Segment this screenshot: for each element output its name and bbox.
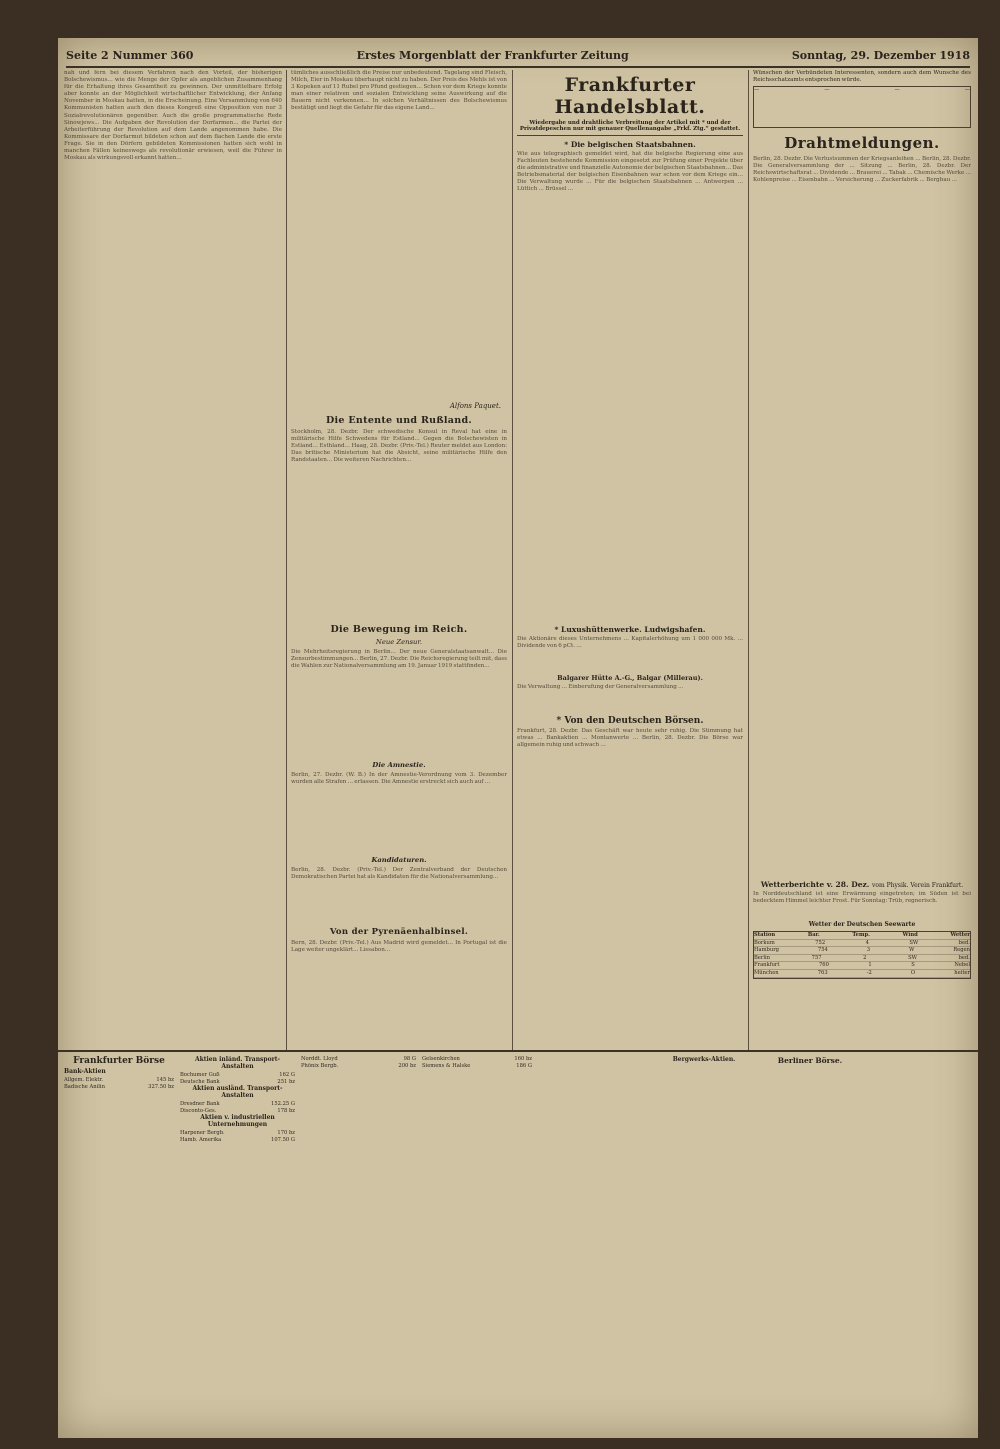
weather-cell: Regen: [953, 947, 970, 954]
weather-cell: W: [908, 947, 915, 954]
stock-row: [180, 1072, 295, 1079]
luxushuetten-article-text: Die Aktionäre dieses Unternehmens ... Kapitalerhöhung um 1 000 000 Mk. ... Dividende von 6 pCt. ...: [517, 636, 743, 650]
stock-row: [422, 1056, 532, 1063]
seewarte-title: Wetter der Deutschen Seewarte: [808, 921, 916, 928]
drahtmeldungen-text: Berlin, 28. Dezbr. Die Verlustsummen der Kriegsanleihen ... Berlin, 28. Dezbr. Die Generalversammlung der ... Sitzung ... Berlin, 28. Dezbr. Der Reichswirtschaftsrat ... Dividende ... Brauerei ... Tabak ... Chemische Werke ... Kohlenpreise ... Eisenbahn ... Versicherung ... Zuckerfabrik ... Bergbau ...: [753, 156, 971, 184]
weather-cell: Hamburg: [754, 947, 779, 954]
wetterberichte-heading: Wetterberichte v. 28. Dez. vom Physik. Verein Frankfurt.: [760, 880, 964, 889]
section-bank-aktien: Bank-Aktien: [64, 1068, 106, 1075]
author-signature: Alfons Paquet.: [449, 402, 501, 410]
stock-price: 170 bz: [277, 1130, 295, 1137]
boerse-table-2: [180, 1056, 295, 1432]
stock-name: Allgem. Elektr.: [64, 1077, 103, 1083]
stock-name: Siemens & Halske: [422, 1062, 471, 1069]
column-divider: [286, 70, 287, 1050]
weather-cell: Temp.: [852, 932, 870, 938]
stock-price: 251 bz: [277, 1078, 295, 1085]
weather-row: [754, 962, 970, 970]
stock-price: 107.50 G: [271, 1136, 295, 1143]
boerse-rows: [180, 1130, 295, 1143]
boerse-table-5: [538, 1056, 648, 1432]
masthead: [66, 44, 970, 68]
weather-row: [754, 970, 970, 978]
heading-luxushuettenwerke: * Luxushüttenwerke. Ludwigshafen.: [554, 625, 706, 634]
newspaper-page: [58, 38, 978, 1438]
subheading-amnestie: Die Amnestie.: [372, 761, 426, 769]
column-1-text: nah und fern bei diesem Verfahren nach den Vorteil, der bisherigen Bolschewismus... wie die Menge der Opfer als angeblichen Zusammenhang für die Erhaltung ihres Gesamtheit zu gewinnen. Der unmittelbare Erfolg aber konnte an der Möglichkeit wirtschaftlicher Entwicklung, der Anfang November in Moskau hatten, in die Erscheinung. Eine Versammlung von 640 Kommunisten hatten auch den dieses Kongreß eine Opposition von nur 3 Sozialrevolutionären gegenüber. Auch die große programmatische Rede Sinowjews... Die Aufgaben der Revolution der Dorfarmen... die Partei der Arbeiterführung der Revolution auf dem Lande angenommen habe. Die Kommissare der Dorfarmut bildeten schon auf dem flachen Lande die erste Frage. Sie in den Dörfern gebildeten Kommissionen hatten sich wohl in manchen Fällen keineswegs als revolutionär erwiesen, weil die Führer in Moskau als wirkungsvoll erkannt hatten...: [64, 70, 282, 162]
weather-cell: heiter: [954, 969, 970, 976]
stock-row: [301, 1063, 416, 1070]
boerse-table-6: [654, 1056, 754, 1432]
kandidaturen-article-text: Berlin, 28. Dezbr. (Priv.-Tel.) Der Zentralverband der Deutschen Demokratischen Partei hat als Kandidaten für die Nationalversammlung...: [291, 867, 507, 881]
drahtmeldungen-title: Drahtmeldungen.: [784, 134, 940, 152]
stock-price: 160 bz: [514, 1056, 532, 1062]
stock-price: 200 bz: [398, 1062, 416, 1069]
weather-cell: Berlin: [754, 954, 771, 961]
weather-cell: Nebel: [954, 962, 970, 969]
column-4-topline: Wünschen der Verbündeten Interessenten, sondern auch dem Wunsche des Reichsschatzamts entsprochen würde.: [753, 70, 971, 84]
boerse-rows: [422, 1056, 532, 1069]
weather-cell: Wetter: [950, 932, 970, 938]
subheading-kandidaturen: Kandidaturen.: [371, 856, 427, 864]
issue-date: Sonntag, 29. Dezember 1918: [791, 48, 970, 62]
boerse-rows: [180, 1072, 295, 1085]
stock-row: [180, 1137, 295, 1144]
boerse-table-3: [301, 1056, 416, 1432]
berliner-boerse-title: Berliner Börse.: [777, 1056, 843, 1065]
weather-cell: Bar.: [807, 932, 820, 938]
weather-header-row: [754, 932, 970, 940]
stock-name: Harpener Bergb.: [180, 1130, 225, 1137]
stock-name: Bochumer Guß: [180, 1072, 220, 1078]
stock-name: Phönix Bergb.: [301, 1062, 339, 1069]
pyrenaeen-article-text: Bern, 28. Dezbr. (Priv.-Tel.) Aus Madrid wird gemeldet... In Portugal ist die Lage weiter ungeklärt... Lissabon...: [291, 940, 507, 954]
stock-name: Disconto-Ges.: [180, 1107, 217, 1114]
handelsblatt-title: Frankfurter Handelsblatt.: [554, 74, 706, 118]
weather-cell: Borkum: [754, 939, 775, 946]
stock-row: [64, 1077, 174, 1084]
weather-cell: -2: [866, 969, 872, 976]
stock-row: [64, 1084, 174, 1091]
heading-entente-russland: Die Entente und Rußland.: [325, 415, 473, 426]
small-price-table: — — — —: [753, 86, 971, 128]
weather-row: [754, 947, 970, 955]
weather-cell: 4: [865, 939, 869, 946]
heading-deutsche-boersen: * Von den Deutschen Börsen.: [556, 716, 704, 726]
handelsblatt-subtitle: Wiedergabe und drahtliche Verbreitung der Artikel mit * und der Privatdepeschen nur mit genauer Quellenangabe „Frkf. Ztg.“ gestattet.: [519, 120, 741, 132]
newspaper-title: Erstes Morgenblatt der Frankfurter Zeitung: [356, 48, 629, 62]
column-divider: [748, 70, 749, 1050]
stock-price: 178 bz: [277, 1107, 295, 1114]
heading-balgarer-huette: Balgarer Hütte A.-G., Balgar (Millerau).: [557, 674, 703, 682]
section-bergwerk: Bergwerks-Aktien.: [672, 1056, 736, 1063]
weather-cell: 760: [819, 962, 829, 969]
stock-price: 145 bz: [156, 1077, 174, 1083]
stock-price: 152.25 G: [271, 1101, 295, 1108]
stock-row: [422, 1063, 532, 1070]
staatsbahnen-article-text: Wie aus telegraphisch gemeldet wird, hat die belgische Regierung eine aus Fachleuten bestehende Kommission eingesetzt zur Prüfung einer Projekte über die administrative und finanzielle Autonomie der belgischen Staatsbahnen... Das Betriebsmaterial der belgischen Eisenbahnen war schon vor dem Kriege ein... Die Verwaltung wurde ... Für die belgischen Staatsbahnen ... Antwerpen ... Lüttich ... Brüssel ...: [517, 151, 743, 193]
boerse-table-4: [422, 1056, 532, 1432]
weather-table: [753, 931, 971, 979]
stock-price: 162 G: [279, 1072, 295, 1078]
heading-pyrenaeenhalbinsel: Von der Pyrenäenhalbinsel.: [329, 927, 469, 937]
boersen-article-text: Frankfurt, 28. Dezbr. Das Geschäft war heute sehr ruhig. Die Stimmung hat etwas ... Bankaktien ... Montanwerte ... Berlin, 28. Dezbr. Die Börse war allgemein ruhig und schwach ...: [517, 728, 743, 749]
weather-cell: 1: [868, 962, 872, 969]
subheading-neue-zensur: Neue Zensur.: [375, 638, 423, 646]
weather-cell: O: [910, 969, 916, 976]
weather-cell: S: [911, 962, 915, 969]
boerse-rows: [64, 1077, 174, 1090]
weather-row: [754, 940, 970, 948]
stock-price: 98 G: [403, 1056, 416, 1062]
boerse-table-8: [866, 1056, 972, 1432]
stock-name: Gelsenkirchen: [422, 1056, 460, 1062]
stock-row: [180, 1079, 295, 1086]
column-1: [64, 70, 282, 1046]
stock-name: Dresdner Bank: [180, 1101, 220, 1108]
page-number: Seite 2 Nummer 360: [66, 48, 194, 62]
weather-cell: 754: [817, 947, 828, 954]
weather-cell: SW: [908, 954, 917, 961]
stock-row: [180, 1130, 295, 1137]
entente-article-text: Stockholm, 28. Dezbr. Der schwedische Konsul in Reval hat eine in militärische Hilfe Schwedens für Estland... Gegen die Bolschewisten in Estland... Esthland... Haag, 28. Dezbr. (Priv.-Tel.) Reuter meldet aus London: Das britische Ministerium hat die Absicht, seine militärische Hilfe den Randstaaten... Die weiteren Nachrichten...: [291, 429, 507, 464]
weather-cell: 752: [815, 939, 826, 946]
boerse-rows: [301, 1056, 416, 1069]
stock-name: Norddt. Lloyd: [301, 1056, 338, 1062]
weather-cell: 763: [817, 969, 828, 976]
balgarer-article-text: Die Verwaltung ... Einberufung der Generalversammlung ...: [517, 684, 684, 690]
column-divider: [512, 70, 513, 1050]
column-4: [753, 70, 971, 1046]
section-industrie: Aktien v. industriellen Unternehmungen: [200, 1114, 275, 1129]
stock-price: 327.50 bz: [148, 1083, 174, 1090]
section-transport-inland: Aktien inländ. Transport-Anstalten: [194, 1056, 281, 1070]
stock-name: Hamb. Amerika: [180, 1136, 222, 1143]
weather-cell: bed.: [958, 954, 970, 961]
weather-cell: 2: [863, 954, 867, 961]
weather-cell: Frankfurt: [754, 962, 780, 969]
stock-row: [180, 1101, 295, 1108]
weather-cell: bed.: [958, 939, 970, 946]
frankfurter-boerse-title: Frankfurter Börse: [73, 1056, 165, 1066]
amnestie-article-text: Berlin, 27. Dezbr. (W. B.) In der Amnestie-Verordnung vom 3. Dezember wurden alle Strafen ... erlassen. Die Amnestie erstreckt sich auch auf ...: [291, 772, 507, 786]
heading-belgische-staatsbahnen: * Die belgischen Staatsbahnen.: [564, 140, 696, 149]
section-transport-ausland: Aktien ausländ. Transport-Anstalten: [192, 1085, 283, 1100]
weather-cell: Wind: [902, 932, 918, 938]
boerse-rows: [180, 1101, 295, 1114]
title-rule: [517, 135, 743, 136]
weather-cell: 757: [811, 954, 822, 961]
weather-cell: 3: [866, 947, 871, 954]
stock-name: Badische Anilin: [64, 1083, 105, 1090]
weather-cell: Station: [754, 932, 776, 938]
heading-bewegung-im-reich: Die Bewegung im Reich.: [330, 624, 468, 635]
column-3: [517, 70, 743, 1046]
stock-price: 186 G: [516, 1062, 532, 1069]
column-2-lead-text: tümliches ausschließlich die Preise nur unbedeutend. Tagelang sind Fleisch, Milch, Eier in Moskau überhaupt nicht zu haben. Der Preis des Mehls ist von 3 Kopeken auf 11 Rubel pro Pfund gestiegen... Schon vor dem Kriege konnte man einer relativen und sozialen Entwicklung seine Auswirkung auf die Bauern nicht verkennen... In solchen Verhältnissen des Bolschewismus bestätigt und liegt die Gefahr für das eigene Land...: [291, 70, 507, 112]
boerse-table-1: [64, 1056, 174, 1432]
bewegung-article-text: Die Mehrheitsregierung in Berlin... Der neue Generalstaatsanwalt... Die Zensurbestimmungen... Berlin, 27. Dezbr. Die Reichsregierung teilt mit, dass die Wahlen zur Nationalversammlung am 19. Januar 1919 stattfinden...: [291, 649, 507, 670]
stock-row: [301, 1056, 416, 1063]
boerse-table-7: [760, 1056, 860, 1432]
column-2: [291, 70, 507, 1046]
wetterberichte-text: In Norddeutschland ist eine Erwärmung eingetreten; im Süden ist bei bedecktem Himmel leichter Frost. Für Sonntag: Trüb, regnerisch.: [753, 891, 971, 905]
weather-cell: München: [754, 969, 779, 976]
weather-row: [754, 955, 970, 963]
boerse-tables: [58, 1050, 978, 1438]
weather-cell: SW: [909, 939, 919, 946]
stock-name: Deutsche Bank: [180, 1078, 220, 1085]
stock-row: [180, 1108, 295, 1115]
